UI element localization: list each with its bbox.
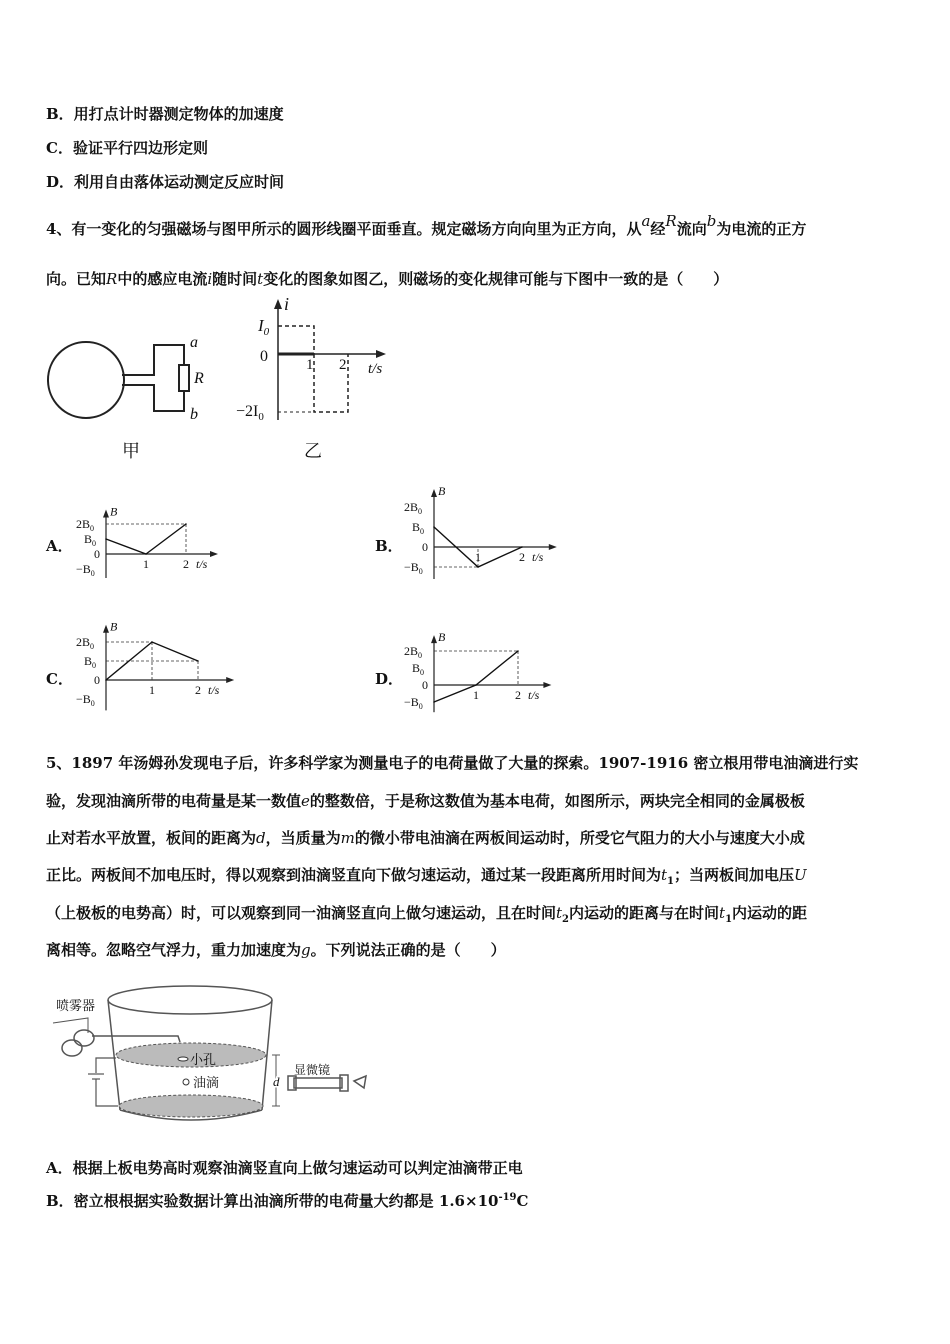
option-c-prev: C．验证平行四边形定则 [46,139,208,157]
tick-label-zero: 0 [94,547,100,561]
data-point [475,684,477,686]
graph-option-d [400,625,560,735]
svg-text:乙: 乙 [304,441,322,461]
x-axis-label: t/s [532,550,544,564]
tick-label-2: 2 [195,683,201,697]
figure-yi [232,295,412,465]
q5-option-b: B．密立根根据实验数据计算出油滴所带的电荷量大约都是 $1.6\times 10^{-19}C$ [46,1192,529,1210]
x-axis-arrow [549,544,557,550]
option-b-prev: B．用打点计时器测定物体的加速度 [46,105,284,123]
data-point [517,650,519,652]
graph-option-c [72,612,242,732]
figure-jia [44,295,264,465]
svg-text:R: R [194,370,204,387]
x-axis-label: t/s [196,557,208,571]
tick-label-neg-b0: $-B_0$ [76,692,95,708]
data-point [433,526,435,528]
y-axis-label: B [110,619,118,634]
svg-text:−2I0: $-2I_0$ [236,403,264,423]
svg-text:i: i [284,294,290,314]
series-line [106,524,186,554]
svg-text:1: 1 [306,357,314,373]
tick-label-b0: $B_0$ [84,532,97,548]
tick-label-2b0: $2B_0$ [404,644,423,660]
data-point [197,660,199,662]
tick-label-2b0: $2B_0$ [404,500,423,516]
tick-label-1: 1 [143,557,149,571]
tick-label-b0: $B_0$ [84,654,97,670]
tick-label-neg-b0: $-B_0$ [76,562,95,578]
data-point [145,553,147,555]
tick-label-zero: 0 [94,673,100,687]
option-d-label: D． [375,670,404,688]
x-axis-arrow [210,551,218,557]
svg-text:小孔: 小孔 [190,1052,217,1067]
q5-line-1: 5、1897 年汤姆孙发现电子后，许多科学家为测量电子的电荷量做了大量的探索。1907-1916 密立根用带电油滴进行实 [46,754,859,772]
svg-text:b: b [190,406,198,423]
graph-option-b [400,480,560,590]
q4-line-2: 向。已知R中的感应电流i随时间t变化的图象如图乙，则磁场的变化规律可能与下图中一致的是（ ） [46,270,729,288]
q5-option-a: A．根据上板电势高时观察油滴竖直向上做匀速运动可以判定油滴带正电 [46,1159,523,1177]
q4-line-1: 4、有一变化的匀强磁场与图甲所示的圆形线圈平面垂直。规定磁场方向向里为正方向，从a经R流向b为电流的正方 [46,212,807,238]
data-point [521,546,523,548]
svg-text:t/s: t/s [368,361,383,377]
tick-label-1: 1 [473,688,479,702]
svg-text:a: a [190,334,198,351]
option-a-label: A． [46,537,73,555]
tick-label-1: 1 [475,550,481,564]
data-point [477,566,479,568]
x-axis-label: t/s [208,683,220,697]
svg-text:0: 0 [260,348,268,365]
q5-line-3: 止对若水平放置，板间的距离为d，当质量为m的微小带电油滴在两板间运动时，所受它气阻力的大小与速度大小成 [46,829,805,847]
y-axis-arrow [103,510,109,518]
tick-label-b0: $B_0$ [412,520,425,536]
svg-text:甲: 甲 [122,441,140,461]
option-b-label: B． [375,537,403,555]
tick-label-neg-b0: $-B_0$ [404,695,423,711]
y-axis-label: B [438,484,446,498]
q5-line-2: 验，发现油滴所带的电荷量是某一数值e的整数倍，于是称这数值为基本电荷，如图所示，两块完全相同的金属极板 [46,792,805,810]
q5-line-4: 正比。两板间不加电压时，得以观察到油滴竖直向下做匀速运动，通过某一段距离所用时间为$t_1$；当两板间加电压U [46,866,807,887]
x-axis-arrow [226,677,234,683]
tick-label-2: 2 [519,550,525,564]
option-d-prev: D．利用自由落体运动测定反应时间 [46,173,285,191]
tick-label-2b0: $2B_0$ [76,517,95,533]
svg-text:油滴: 油滴 [193,1075,220,1090]
tick-label-zero: 0 [422,540,428,554]
x-axis-label: t/s [528,688,540,702]
tick-label-b0: $B_0$ [412,661,425,677]
tick-label-2b0: $2B_0$ [76,635,95,651]
svg-text:d: d [273,1074,280,1089]
y-axis-arrow [431,489,437,497]
data-point [185,523,187,525]
y-axis-label: B [438,630,446,645]
y-axis-label: B [110,504,118,519]
x-axis-arrow [543,682,551,688]
svg-text:I0: $I_0$ [258,316,270,338]
svg-text:喷雾器: 喷雾器 [56,998,96,1013]
q5-line-5: （上极板的电势高）时，可以观察到同一油滴竖直向上做匀速运动，且在时间$t_2$内运动的距离与在时间$t_1$内运动的距 [46,904,808,925]
y-axis-arrow [431,635,437,643]
svg-text:显微镜: 显微镜 [294,1063,331,1077]
y-axis-arrow [103,625,109,633]
tick-label-neg-b0: $-B_0$ [404,560,423,576]
tick-label-2: 2 [183,557,189,571]
option-c-label: C． [46,670,73,688]
tick-label-zero: 0 [422,678,428,692]
q5-line-6: 离相等。忽略空气浮力，重力加速度为g。下列说法正确的是（ ） [46,941,506,959]
data-point [151,641,153,643]
svg-text:2: 2 [339,357,347,373]
millikan-apparatus-figure [48,978,388,1128]
tick-label-1: 1 [149,683,155,697]
data-point [433,701,435,703]
data-point [105,679,107,681]
graph-option-a [72,490,222,600]
data-point [105,538,107,540]
tick-label-2: 2 [515,688,521,702]
